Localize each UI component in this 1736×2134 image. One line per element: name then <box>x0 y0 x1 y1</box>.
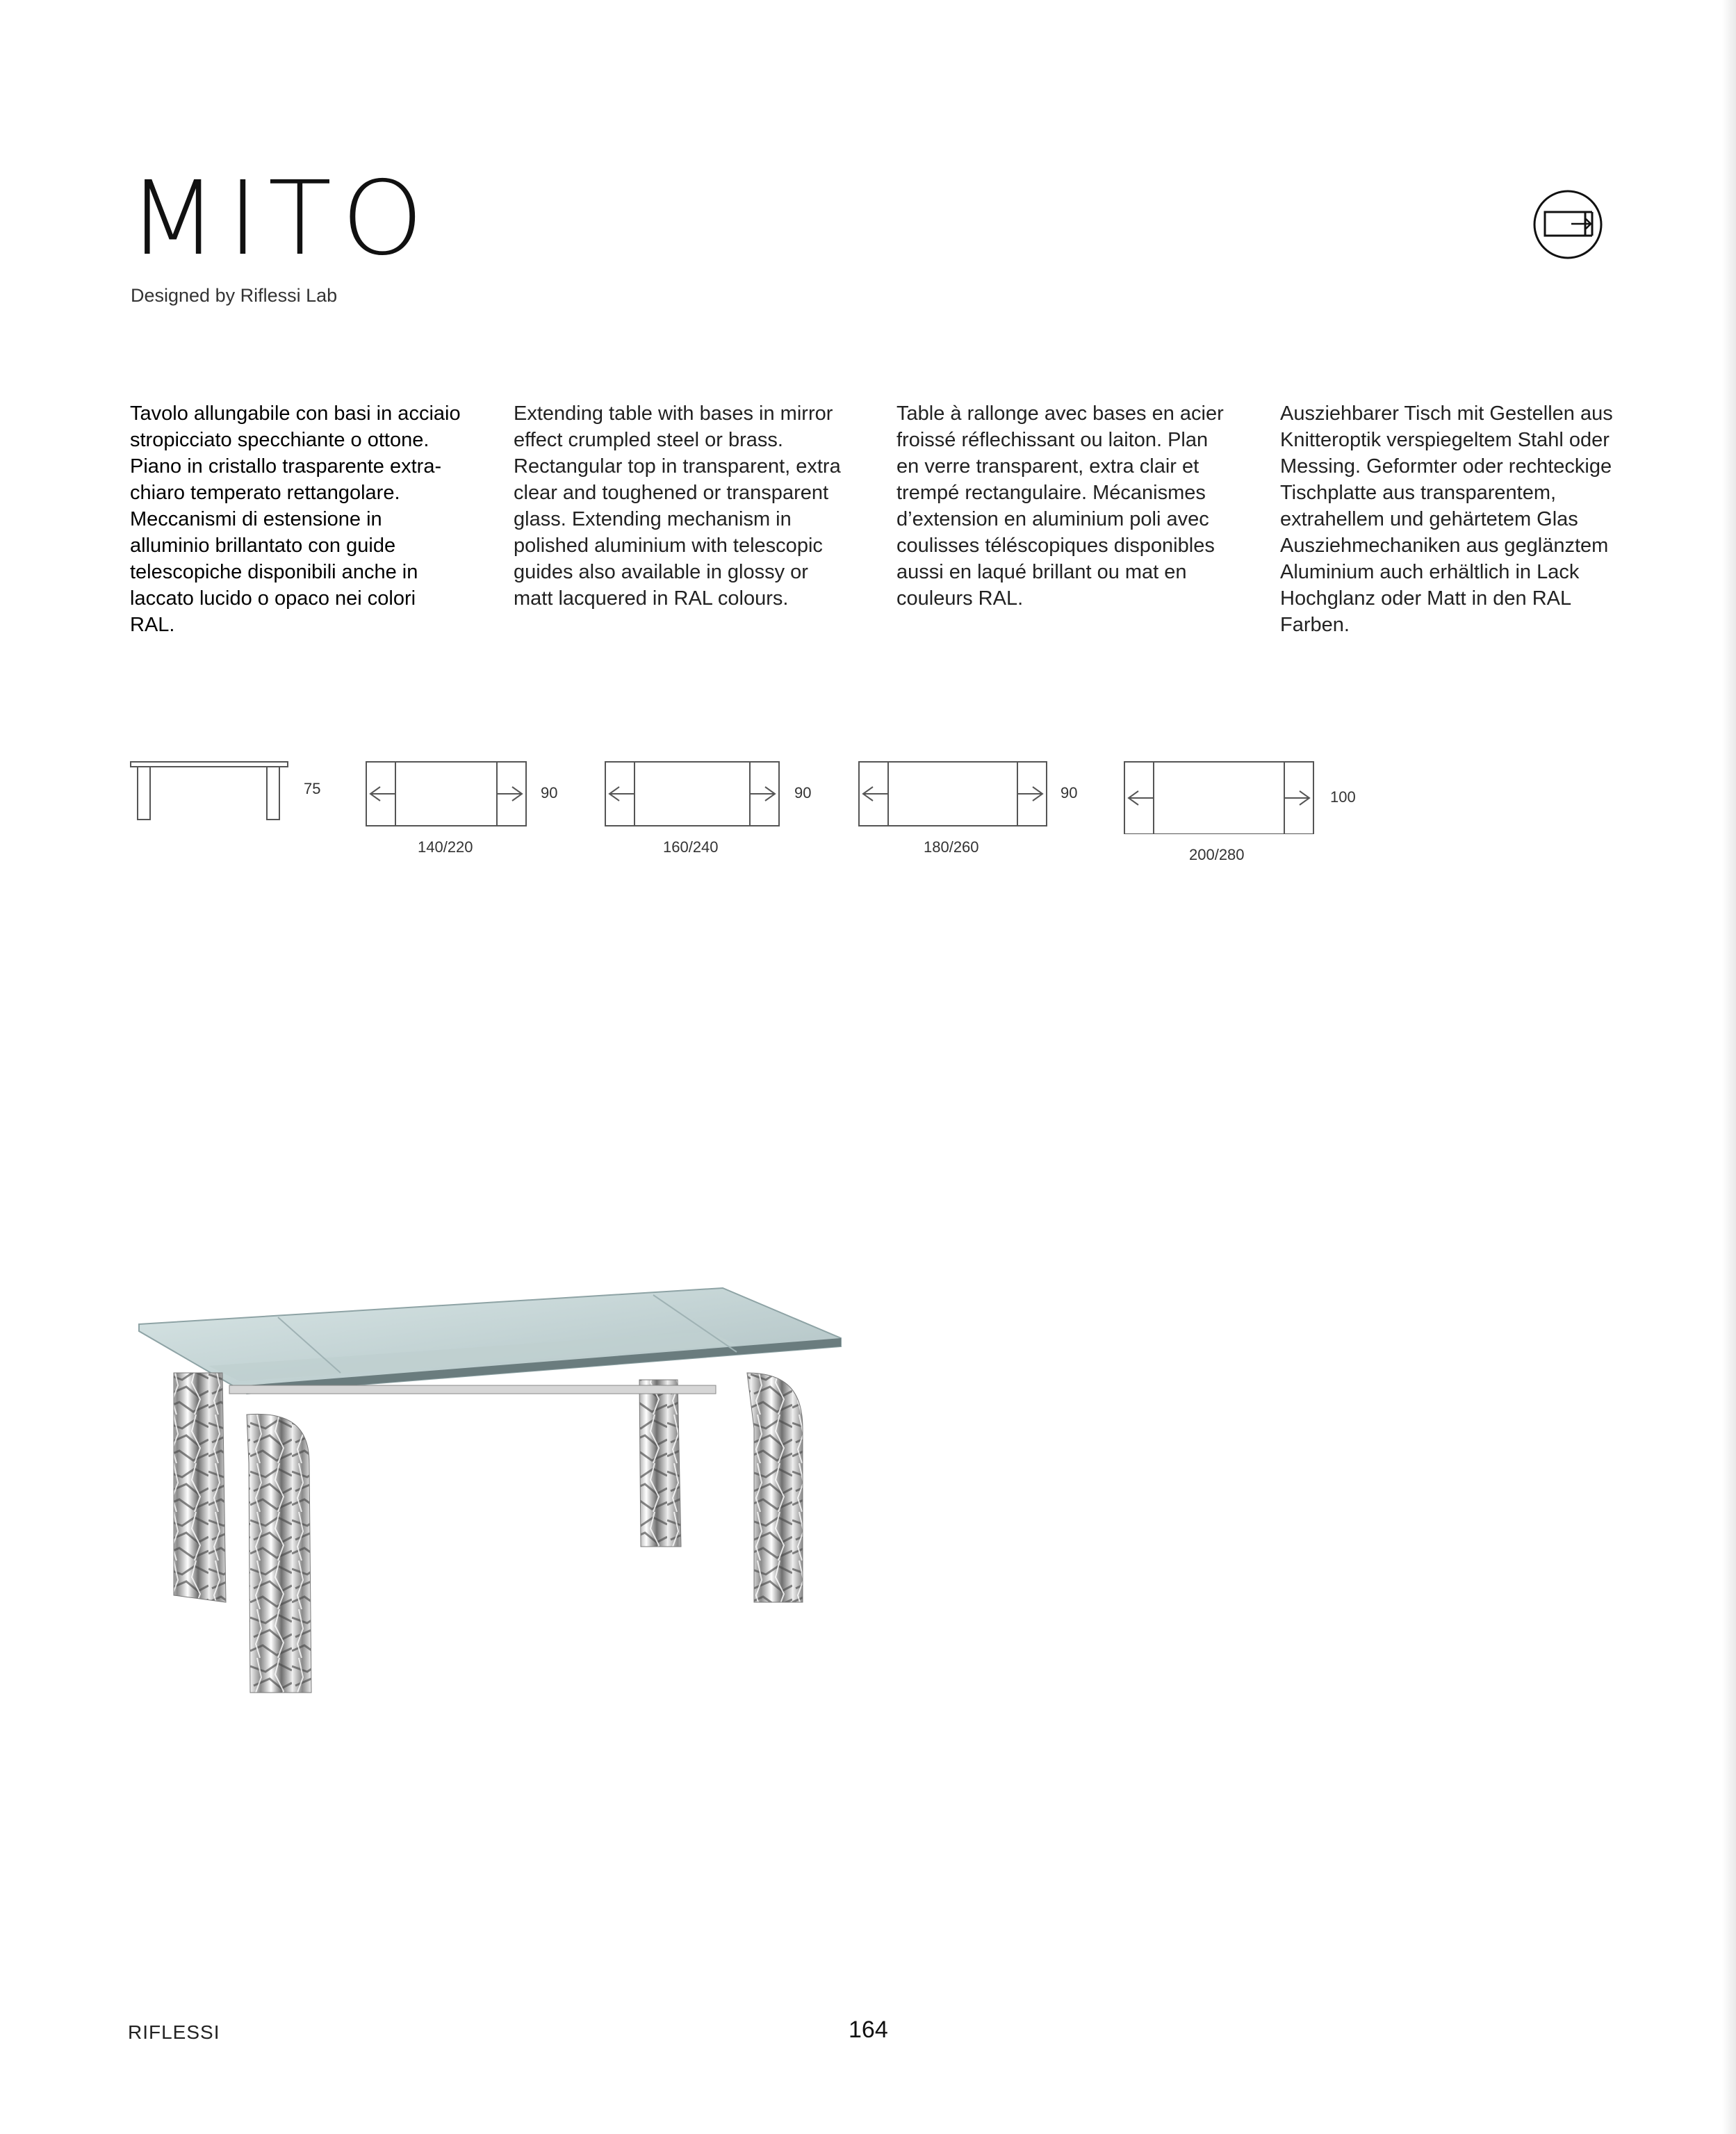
extending-table-icon <box>1532 189 1603 260</box>
depth-label: 100 <box>1330 788 1356 806</box>
plan-drawing-200-280 <box>1124 762 1313 834</box>
length-label: 160/240 <box>663 838 719 856</box>
page-edge-shadow <box>1722 0 1736 2134</box>
length-label: 180/260 <box>924 838 979 856</box>
plan-drawing-180-260 <box>859 762 1047 826</box>
description-german: Ausziehbarer Tisch mit Gestellen aus Knitteroptik verspiegeltem Stahl oder Messing. Geformter oder rechteckige Tischplatte aus transparentem, extrahellem und gehärtetem Glas Ausziehmechaniken aus geglänztem Aluminium auch erhältlich in Lack Hochglanz oder Matt in den RAL Farben. <box>1280 402 1613 636</box>
length-label: 200/280 <box>1189 846 1245 863</box>
length-label: 140/220 <box>418 838 473 856</box>
designer-credit: Designed by Riflessi Lab <box>131 285 338 306</box>
description-english: Extending table with bases in mirror effect crumpled steel or brass. Rectangular top in transparent, extra clear and toughened or transparent glass. Extending mechanism in polished aluminium with telescopic guides also available in glossy or matt lacquered in RAL colours. <box>514 402 841 610</box>
dimension-drawings <box>0 751 1459 834</box>
side-elevation-drawing <box>131 762 288 820</box>
description-french: Table à rallonge avec bases en acier froissé réflechissant ou laiton. Plan en verre transparent, extra clair et trempé rectangulaire. Mécanismes d’extension en aluminium poli avec coulisses téléscopiques disponibles aussi en laqué brillant ou mat en couleurs RAL. <box>896 402 1224 610</box>
description-italian: Tavolo allungabile con basi in acciaio stropicciato specchiante o ottone. Piano in cristallo trasparente extra-chiaro temperato rettangolare. Meccanismi di estensione in alluminio brillantato con guide telescopiche disponibili anche in laccato lucido o opaco nei colori RAL. <box>130 402 461 636</box>
plan-drawing-160-240 <box>605 762 779 826</box>
depth-label: 90 <box>794 784 812 801</box>
page-number: 164 <box>849 2017 888 2043</box>
plan-drawing-140-220 <box>366 762 526 826</box>
depth-label: 90 <box>541 784 558 801</box>
product-title: MITO <box>128 159 434 279</box>
product-photo <box>125 1269 883 1727</box>
footer-brand: RIFLESSI <box>128 2021 220 2043</box>
height-label: 75 <box>304 780 321 797</box>
depth-label: 90 <box>1061 784 1078 801</box>
